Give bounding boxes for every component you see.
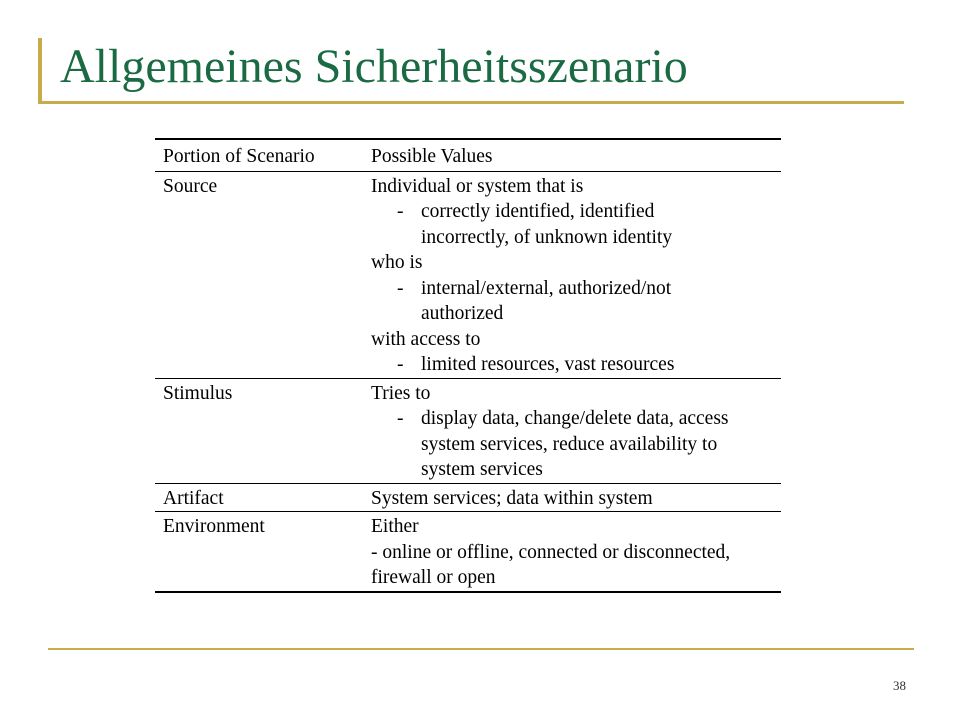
bullet-text: internal/external, authorized/not	[421, 277, 672, 299]
bullet-dash: -	[397, 277, 404, 299]
table-row	[155, 483, 781, 512]
table-body	[155, 171, 781, 592]
possible-values-cell	[363, 171, 781, 378]
value-continuation-line: authorized	[421, 303, 504, 324]
bullet-dash: -	[397, 354, 404, 375]
possible-values-cell	[363, 483, 781, 512]
bullet-text: correctly identified, identified	[421, 201, 655, 222]
header-possible-values: Possible Values	[371, 146, 493, 167]
slide-title: Allgemeines Sicherheitsszenario	[60, 40, 688, 93]
bullet-dash: -	[397, 201, 404, 222]
title-accent-bar	[38, 38, 42, 104]
value-line: Individual or system that is	[371, 175, 584, 197]
value-line: who is	[371, 252, 423, 273]
bullet-text: limited resources, vast resources	[421, 354, 675, 375]
scenario-table	[155, 138, 781, 593]
possible-values-cell	[363, 378, 781, 483]
possible-values-cell	[363, 512, 781, 592]
table-row	[155, 378, 781, 483]
value-line: firewall or open	[371, 567, 496, 588]
portion-cell: Artifact	[163, 487, 224, 509]
value-line: Tries to	[371, 382, 431, 404]
bullet-text: display data, change/delete data, access	[421, 408, 729, 429]
value-line: with access to	[371, 328, 481, 350]
footer-divider	[48, 648, 914, 650]
table-header-row	[155, 139, 781, 171]
bullet-dash: -	[397, 408, 404, 429]
value-continuation-line: system services, reduce availability to	[421, 433, 718, 455]
portion-cell: Environment	[163, 516, 265, 537]
portion-cell: Stimulus	[163, 382, 233, 404]
portion-cell: Source	[163, 175, 218, 197]
value-bullet-line	[371, 199, 781, 225]
title-underline	[38, 101, 904, 104]
value-line: - online or offline, connected or disconnected,	[371, 541, 731, 563]
page-number: 38	[893, 678, 906, 693]
value-line: System services; data within system	[371, 487, 653, 509]
value-continuation-line: incorrectly, of unknown identity	[421, 226, 673, 248]
table-row	[155, 171, 781, 378]
value-line: Either	[371, 516, 419, 537]
value-bullet-line	[371, 352, 781, 378]
table-row	[155, 512, 781, 592]
value-bullet-line	[371, 276, 781, 302]
header-portion-of-scenario: Portion of Scenario	[163, 146, 315, 167]
value-continuation-line: system services	[421, 459, 543, 480]
value-bullet-line	[371, 406, 781, 432]
